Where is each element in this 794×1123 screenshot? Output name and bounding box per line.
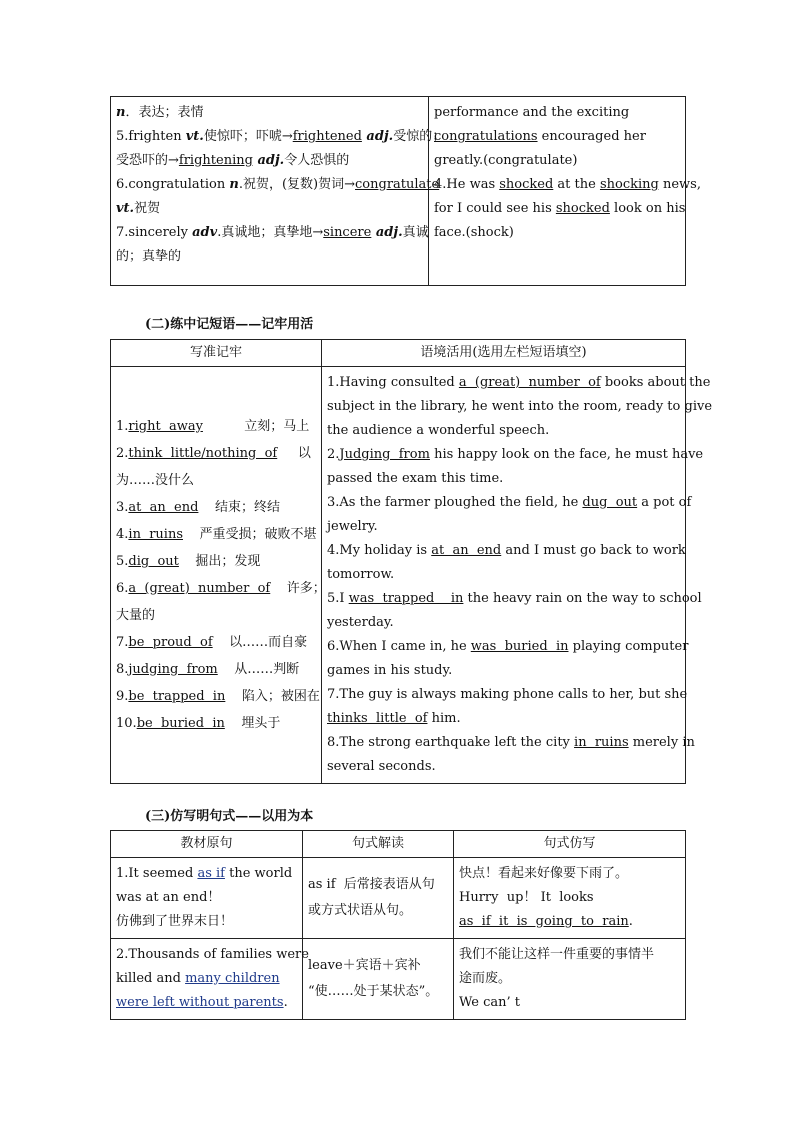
text-line [116, 125, 446, 149]
column-header: 句式仿写 [454, 831, 686, 858]
section-title-phrases: (二)练中记短语——记牢用活 [145, 317, 314, 332]
text-segment: 4.He was [434, 177, 500, 192]
text-segment: 8.The strong earthquake left the city [327, 735, 575, 750]
answer-blank: a (great) number of [458, 375, 601, 390]
text-segment: 从……判断 [217, 662, 300, 677]
text-segment: ．表达；表情 [125, 105, 204, 120]
explanation-cell [303, 939, 454, 1020]
text-segment: killed and [116, 971, 186, 986]
explanation-cell [303, 858, 454, 939]
table-header-row [111, 340, 686, 367]
text-line [308, 953, 448, 979]
text-line [327, 731, 695, 755]
sentence-table [110, 830, 686, 1020]
text-line [327, 443, 704, 467]
section-title-sentences: (三)仿写明句式——以用为本 [145, 809, 314, 824]
text-line [116, 494, 316, 521]
text-segment: 令人恐惧的 [284, 153, 350, 168]
text-segment: 快点！看起来好像要下雨了。 [459, 866, 629, 881]
text-line [327, 659, 680, 683]
answer-blank: was buried in [470, 639, 569, 654]
text-line [116, 173, 440, 197]
text-line [116, 149, 423, 173]
text-segment: 7.sincerely [116, 225, 193, 240]
text-line [459, 886, 680, 910]
column-header: 写准记牢 [111, 340, 322, 367]
text-line [308, 979, 448, 1005]
text-line [116, 440, 316, 467]
text-line [434, 101, 680, 125]
text-segment: 或方式状语从句。 [308, 903, 413, 918]
vocab-right-cell [429, 97, 701, 286]
text-segment: 受恐吓的→ [116, 153, 179, 168]
answer-blank: shocked [555, 201, 610, 216]
text-segment: the audience a wonderful speech. [327, 423, 550, 438]
text-segment: was at an end！ [116, 890, 221, 905]
text-segment: 许多； [270, 581, 326, 596]
text-segment: 受惊的； [393, 129, 446, 144]
text-line [327, 419, 680, 443]
text-segment: 使惊吓；吓唬→ [203, 129, 293, 144]
text-line [434, 221, 680, 245]
text-segment: at the [553, 177, 600, 192]
text-segment: “使……处于某状态”。 [308, 984, 439, 999]
answer-blank: shocking [599, 177, 659, 192]
text-segment: 1.Having consulted [327, 375, 459, 390]
text-line [327, 491, 692, 515]
answer-blank: shocked [499, 177, 554, 192]
text-line [308, 898, 448, 924]
original-sentence-cell [111, 939, 309, 1020]
text-segment: 大量的 [116, 608, 156, 623]
text-segment: news, [658, 177, 701, 192]
text-segment: 2. [327, 447, 340, 462]
text-line [116, 575, 326, 602]
text-segment: his happy look on the face, he must have [429, 447, 704, 462]
text-segment: greatly.(congratulate) [434, 153, 578, 168]
text-line [116, 197, 423, 221]
text-segment: passed the exam this time. [327, 471, 504, 486]
text-segment: adj. [252, 153, 285, 168]
text-line [434, 149, 680, 173]
text-line [116, 656, 316, 683]
text-segment: 4. [116, 527, 129, 542]
text-segment: 3. [116, 500, 129, 515]
table-row [111, 858, 686, 939]
text-segment: .祝贺，(复数)贺词→ [238, 177, 356, 192]
table-header-row [111, 831, 686, 858]
table-row [111, 97, 686, 286]
text-line [327, 395, 713, 419]
text-segment: We can’ t [459, 995, 521, 1010]
text-segment: books about the [600, 375, 711, 390]
answer-blank: think little/nothing of [128, 446, 278, 461]
answer-blank: in ruins [128, 527, 183, 542]
text-segment: performance and the exciting [434, 105, 630, 120]
text-line [434, 125, 680, 149]
column-header: 句式解读 [303, 831, 454, 858]
text-segment: 仿佛到了世界末日！ [116, 914, 234, 929]
text-segment: 立刻；马上 [202, 419, 310, 434]
text-segment: adj. [361, 129, 394, 144]
text-segment: playing computer [568, 639, 689, 654]
text-segment: 祝贺 [134, 201, 161, 216]
text-line [327, 683, 688, 707]
text-line [327, 371, 711, 395]
text-line [116, 910, 297, 934]
answer-blank: frightened [292, 129, 362, 144]
text-segment: 途而废。 [459, 971, 512, 986]
text-line [327, 611, 680, 635]
answer-blank: a (great) number of [128, 581, 271, 596]
text-segment: 1. [116, 419, 129, 434]
original-sentence-cell [111, 858, 303, 939]
text-line [116, 548, 316, 575]
answer-blank: in ruins [574, 735, 629, 750]
text-line [434, 173, 701, 197]
text-segment: 6. [116, 581, 129, 596]
text-line [116, 629, 316, 656]
text-segment: as if 后常接表语从句 [308, 877, 435, 892]
answer-blank: sincere [323, 225, 372, 240]
text-line [327, 635, 689, 659]
text-segment: 以……而自豪 [212, 635, 308, 650]
text-segment: 我们不能让这样一件重要的事情半 [459, 947, 655, 962]
text-segment: 10. [116, 716, 137, 731]
answer-blank: was trapped in [348, 591, 464, 606]
text-segment: yesterday. [327, 615, 394, 630]
text-segment: 陷入；被困在 [225, 689, 320, 704]
text-segment: 8. [116, 662, 129, 677]
text-segment: 严重受损；破败不堪 [183, 527, 317, 542]
answer-blank: judging from [128, 662, 218, 677]
answer-blank: at an end [431, 543, 502, 558]
answer-blank: be proud of [128, 635, 213, 650]
text-segment: . [628, 914, 633, 929]
text-line [327, 563, 680, 587]
text-line [327, 587, 702, 611]
text-segment: games in his study. [327, 663, 453, 678]
phrase-usage-cell [322, 367, 713, 784]
answer-blank: at an end [128, 500, 199, 515]
text-segment: 真诚 [402, 225, 429, 240]
text-line [327, 755, 680, 779]
imitation-cell [454, 939, 686, 1020]
text-segment: . [283, 995, 288, 1010]
text-line [116, 710, 316, 737]
answer-blank: dig out [128, 554, 179, 569]
text-segment: 4.My holiday is [327, 543, 432, 558]
text-line [116, 991, 297, 1015]
text-segment: merely in [628, 735, 695, 750]
answer-blank: were left without parents [116, 995, 284, 1010]
text-segment: 5.I [327, 591, 349, 606]
text-segment: .真诚地；真挚地→ [217, 225, 324, 240]
text-line [116, 943, 309, 967]
text-line [327, 707, 680, 731]
text-segment: the world [224, 866, 293, 881]
text-segment: several seconds. [327, 759, 436, 774]
text-line [459, 943, 680, 967]
text-segment: Hurry up！ It looks [459, 890, 594, 905]
text-segment: 7. [116, 635, 129, 650]
answer-blank: congratulate [355, 177, 440, 192]
text-line [116, 602, 316, 629]
answer-blank: congratulations [434, 129, 538, 144]
text-segment: and I must go back to work [501, 543, 686, 558]
text-segment: 的；真挚的 [116, 249, 182, 264]
text-line [434, 197, 686, 221]
vocab-table [110, 96, 701, 286]
text-segment: 2. [116, 446, 129, 461]
answer-blank: frightening [178, 153, 253, 168]
imitation-cell [454, 858, 686, 939]
answer-blank: as if [197, 866, 225, 881]
text-segment: 5. [116, 554, 129, 569]
vocab-left-cell [111, 97, 446, 286]
text-line [459, 862, 680, 886]
text-segment: 6.congratulation [116, 177, 230, 192]
text-segment: vt. [185, 129, 204, 144]
text-line [116, 521, 316, 548]
text-line [116, 413, 316, 440]
text-line [327, 515, 680, 539]
text-segment: face.(shock) [434, 225, 514, 240]
text-line [116, 862, 297, 886]
text-segment: a pot of [637, 495, 692, 510]
text-line [327, 467, 680, 491]
text-segment: adv [192, 225, 218, 240]
text-segment: 为……没什么 [116, 473, 195, 488]
text-segment: n [229, 177, 239, 192]
text-segment: encouraged her [537, 129, 646, 144]
text-line [459, 967, 680, 991]
answer-blank: thinks little of [327, 711, 428, 726]
text-segment: 埋头于 [224, 716, 281, 731]
answer-blank: Judging from [339, 447, 430, 462]
phrase-list-cell [111, 367, 326, 784]
text-line [459, 910, 680, 934]
column-header: 语境活用(选用左栏短语填空) [322, 340, 686, 367]
text-segment: tomorrow. [327, 567, 395, 582]
text-segment: 9. [116, 689, 129, 704]
answer-blank: right away [128, 419, 203, 434]
text-segment: n [116, 105, 126, 120]
text-segment: vt. [116, 201, 135, 216]
text-line [116, 967, 297, 991]
text-line [116, 245, 423, 269]
text-segment: 2.Thousands of families were [116, 947, 309, 962]
text-segment: the heavy rain on the way to school [463, 591, 702, 606]
text-segment: 5.frighten [116, 129, 186, 144]
text-line [116, 886, 297, 910]
answer-blank: be buried in [136, 716, 225, 731]
text-segment: 6.When I came in, he [327, 639, 471, 654]
text-line [308, 872, 448, 898]
text-segment: 7.The guy is always making phone calls to her, but she [327, 687, 688, 702]
text-segment: 结束；终结 [198, 500, 280, 515]
text-segment: subject in the library, he went into the room, ready to give [327, 399, 713, 414]
text-segment: 3.As the farmer ploughed the field, he [327, 495, 583, 510]
answer-blank: dug out [582, 495, 638, 510]
text-segment: adj. [371, 225, 403, 240]
answer-blank: be trapped in [128, 689, 226, 704]
text-line [327, 539, 686, 563]
text-segment: jewelry. [327, 519, 378, 534]
table-row [111, 939, 686, 1020]
answer-blank: many children [185, 971, 280, 986]
answer-blank: as if it is going to rain [459, 914, 629, 929]
text-segment: 1.It seemed [116, 866, 198, 881]
phrase-table [110, 339, 713, 784]
text-line [116, 683, 320, 710]
text-segment: for I could see his [434, 201, 556, 216]
text-segment: leave＋宾语＋宾补 [308, 958, 421, 973]
text-segment: look on his [609, 201, 686, 216]
text-line [116, 221, 429, 245]
table-row [111, 367, 686, 784]
text-segment: 掘出；发现 [178, 554, 261, 569]
column-header: 教材原句 [111, 831, 303, 858]
text-line [116, 101, 423, 125]
text-segment: 以 [277, 446, 311, 461]
text-line [116, 467, 316, 494]
text-line [459, 991, 680, 1015]
text-segment: him. [427, 711, 461, 726]
